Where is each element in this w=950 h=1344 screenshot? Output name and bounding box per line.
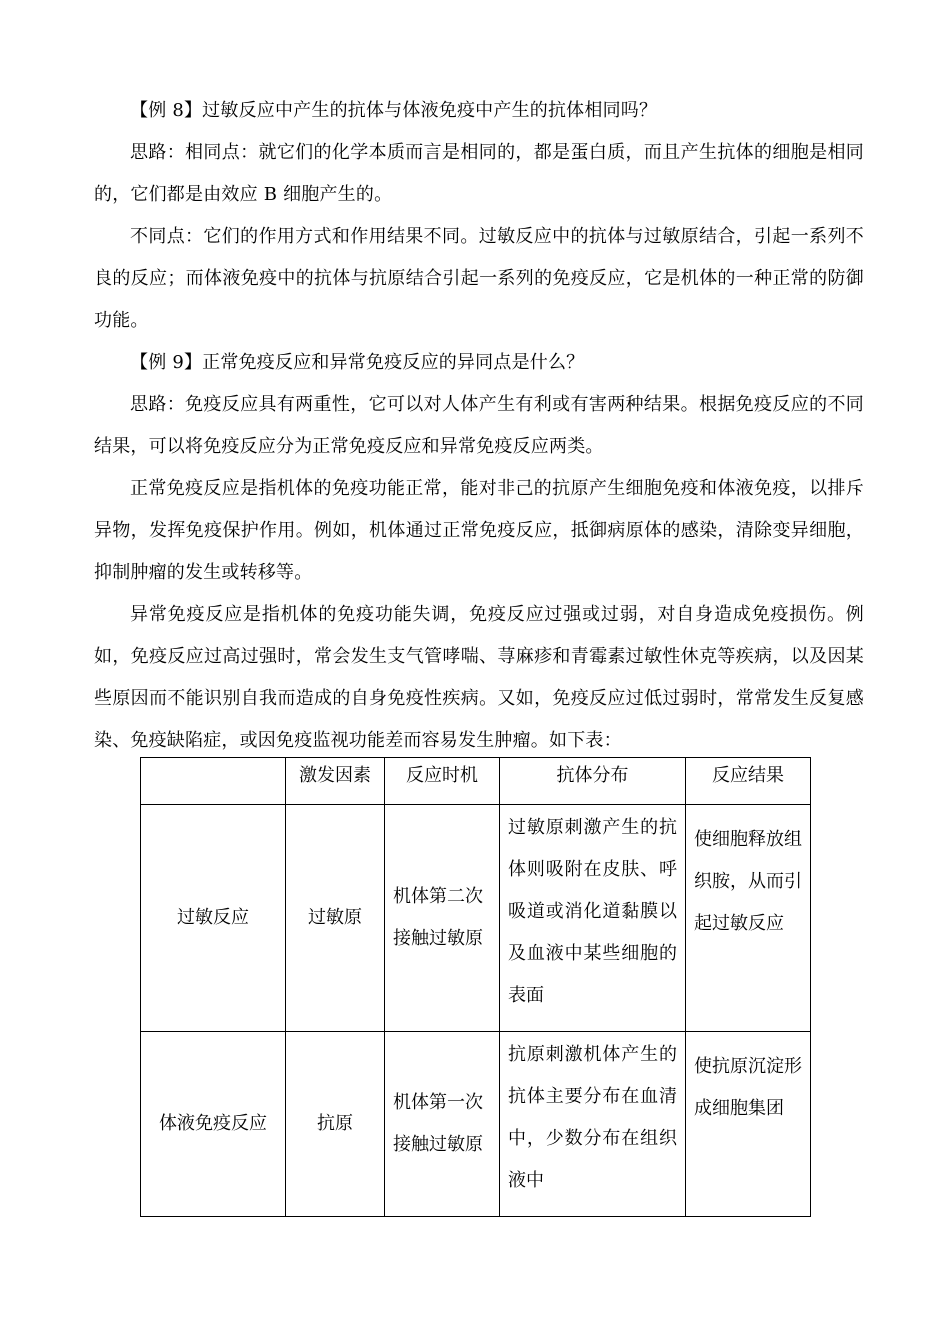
table-header-row — [141, 758, 811, 805]
trigger-factor-cell: 抗原 — [286, 1032, 385, 1217]
header-antibody-distribution: 抗体分布 — [500, 758, 686, 805]
normal-immune-response: 正常免疫反应是指机体的免疫功能正常，能对非己的抗原产生细胞免疫和体液免疫，以排斥异物，发挥免疫保护作用。例如，机体通过正常免疫反应，抵御病原体的感染，清除变异细胞，抑制肿瘤的发生或转移等。 — [94, 478, 864, 583]
table-row — [141, 805, 811, 1032]
header-reaction-result: 反应结果 — [686, 758, 811, 805]
timing-cell: 机体第二次接触过敏原 — [385, 805, 500, 1032]
row-label: 过敏反应 — [141, 805, 286, 1032]
abnormal-immune-response: 异常免疫反应是指机体的免疫功能失调，免疫反应过强或过弱，对自身造成免疫损伤。例如，免疫反应过高过强时，常会发生支气管哮喘、荨麻疹和青霉素过敏性休克等疾病，以及因某些原因而不能识别自我而造成的自身免疫性疾病。又如，免疫反应过低过弱时，常常发生反复感染、免疫缺陷症，或因免疫监视功能差而容易发生肿瘤。如下表： — [94, 604, 864, 751]
header-trigger-factor: 激发因素 — [286, 758, 385, 805]
trigger-factor-cell: 过敏原 — [286, 805, 385, 1032]
comparison-table — [140, 757, 811, 1217]
table-row — [141, 1032, 811, 1217]
result-cell: 使细胞释放组织胺，从而引起过敏反应 — [686, 805, 811, 1032]
example-8-question: 【例 8】过敏反应中产生的抗体与体液免疫中产生的抗体相同吗？ — [130, 100, 658, 121]
header-reaction-timing: 反应时机 — [385, 758, 500, 805]
timing-cell: 机体第一次接触过敏原 — [385, 1032, 500, 1217]
distribution-cell: 抗原刺激机体产生的抗体主要分布在血清中，少数分布在组织液中 — [500, 1032, 686, 1217]
distribution-cell: 过敏原刺激产生的抗体则吸附在皮肤、呼吸道或消化道黏膜以及血液中某些细胞的表面 — [500, 805, 686, 1032]
body-text — [94, 90, 864, 762]
row-label: 体液免疫反应 — [141, 1032, 286, 1217]
example-9-idea: 思路：免疫反应具有两重性，它可以对人体产生有利或有害两种结果。根据免疫反应的不同结果，可以将免疫反应分为正常免疫反应和异常免疫反应两类。 — [94, 394, 864, 457]
example-8-difference: 不同点：它们的作用方式和作用结果不同。过敏反应中的抗体与过敏原结合，引起一系列不良的反应；而体液免疫中的抗体与抗原结合引起一系列的免疫反应，它是机体的一种正常的防御功能。 — [94, 226, 864, 331]
result-cell: 使抗原沉淀形成细胞集团 — [686, 1032, 811, 1217]
example-9-question: 【例 9】正常免疫反应和异常免疫反应的异同点是什么？ — [130, 352, 585, 373]
example-8-similarity: 思路：相同点：就它们的化学本质而言是相同的，都是蛋白质，而且产生抗体的细胞是相同的，它们都是由效应 B 细胞产生的。 — [94, 142, 864, 205]
header-empty — [141, 758, 286, 805]
